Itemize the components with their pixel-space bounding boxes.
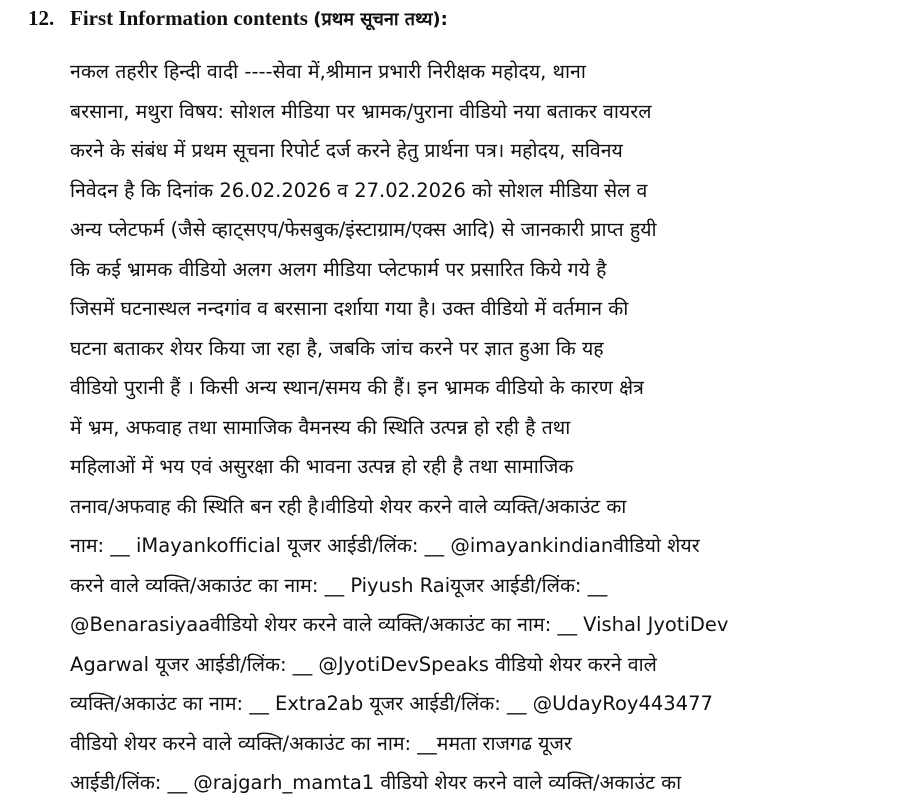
body-line: जिसमें घटनास्थल नन्दगांव व बरसाना दर्शाया गया है। उक्त वीडियो में वर्तमान की (70, 297, 629, 320)
body-line: नाम: __ iMayankofficial यूजर आईडी/लिंक: __ @imayankindianवीडियो शेयर (70, 534, 700, 557)
body-line: करने वाले व्यक्ति/अकाउंट का नाम: __ Piyush Raiयूजर आईडी/लिंक: __ (70, 573, 608, 597)
body-line: अन्य प्लेटफर्म (जैसे व्हाट्सएप/फेसबुक/इंस्टाग्राम/एक्स आदि) से जानकारी प्राप्त हुयी (70, 218, 657, 241)
body-line: व्यक्ति/अकाउंट का नाम: __ Extra2ab यूजर आईडी/लिंक: __ @UdayRoy443477 (70, 692, 713, 715)
body-line: वीडियो शेयर करने वाले व्यक्ति/अकाउंट का नाम: __ममता राजगढ यूजर (70, 731, 572, 755)
section-number: 12. (28, 6, 55, 30)
body-line: Agarwal यूजर आईडी/लिंक: __ @JyotiDevSpeaks वीडियो शेयर करने वाले (70, 652, 657, 676)
body-line: में भ्रम, अफवाह तथा सामाजिक वैमनस्य की स्थिति उत्पन्न हो रही है तथा (70, 415, 571, 439)
body-line: महिलाओं में भय एवं असुरक्षा की भावना उत्पन्न हो रही है तथा सामाजिक (70, 455, 574, 478)
body-line: नकल तहरीर हिन्दी वादी ----सेवा में,श्रीमान प्रभारी निरीक्षक महोदय, थाना (70, 60, 586, 83)
section-title-hindi: (प्रथम सूचना तथ्य): (313, 9, 448, 30)
body-line: आईडी/लिंक: __ @rajgarh_mamta1 वीडियो शेयर करने वाले व्यक्ति/अकाउंट का (70, 771, 682, 794)
first-information-body (70, 52, 910, 803)
body-line: बरसाना, मथुरा विषय: सोशल मीडिया पर भ्रामक/पुराना वीडियो नया बताकर वायरल (70, 99, 652, 123)
section-heading (28, 6, 448, 31)
section-title-english: First Information contents (70, 6, 314, 30)
body-line: तनाव/अफवाह की स्थिति बन रही है।वीडियो शेयर करने वाले व्यक्ति/अकाउंट का (70, 494, 627, 518)
body-line: घटना बताकर शेयर किया जा रहा है, जबकि जांच करने पर ज्ञात हुआ कि यह (70, 336, 604, 360)
body-line: निवेदन है कि दिनांक 26.02.2026 व 27.02.2026 को सोशल मीडिया सेल व (70, 178, 648, 202)
body-line: करने के संबंध में प्रथम सूचना रिपोर्ट दर्ज करने हेतु प्रार्थना पत्र। महोदय, सविनय (70, 139, 623, 162)
body-line: कि कई भ्रामक वीडियो अलग अलग मीडिया प्लेटफार्म पर प्रसारित किये गये है (70, 257, 607, 281)
body-line: @Benarasiyaaवीडियो शेयर करने वाले व्यक्ति/अकाउंट का नाम: __ Vishal JyotiDev (70, 613, 729, 636)
body-line: वीडियो पुरानी हैं । किसी अन्य स्थान/समय की हैं। इन भ्रामक वीडियो के कारण क्षेत्र (70, 376, 644, 399)
